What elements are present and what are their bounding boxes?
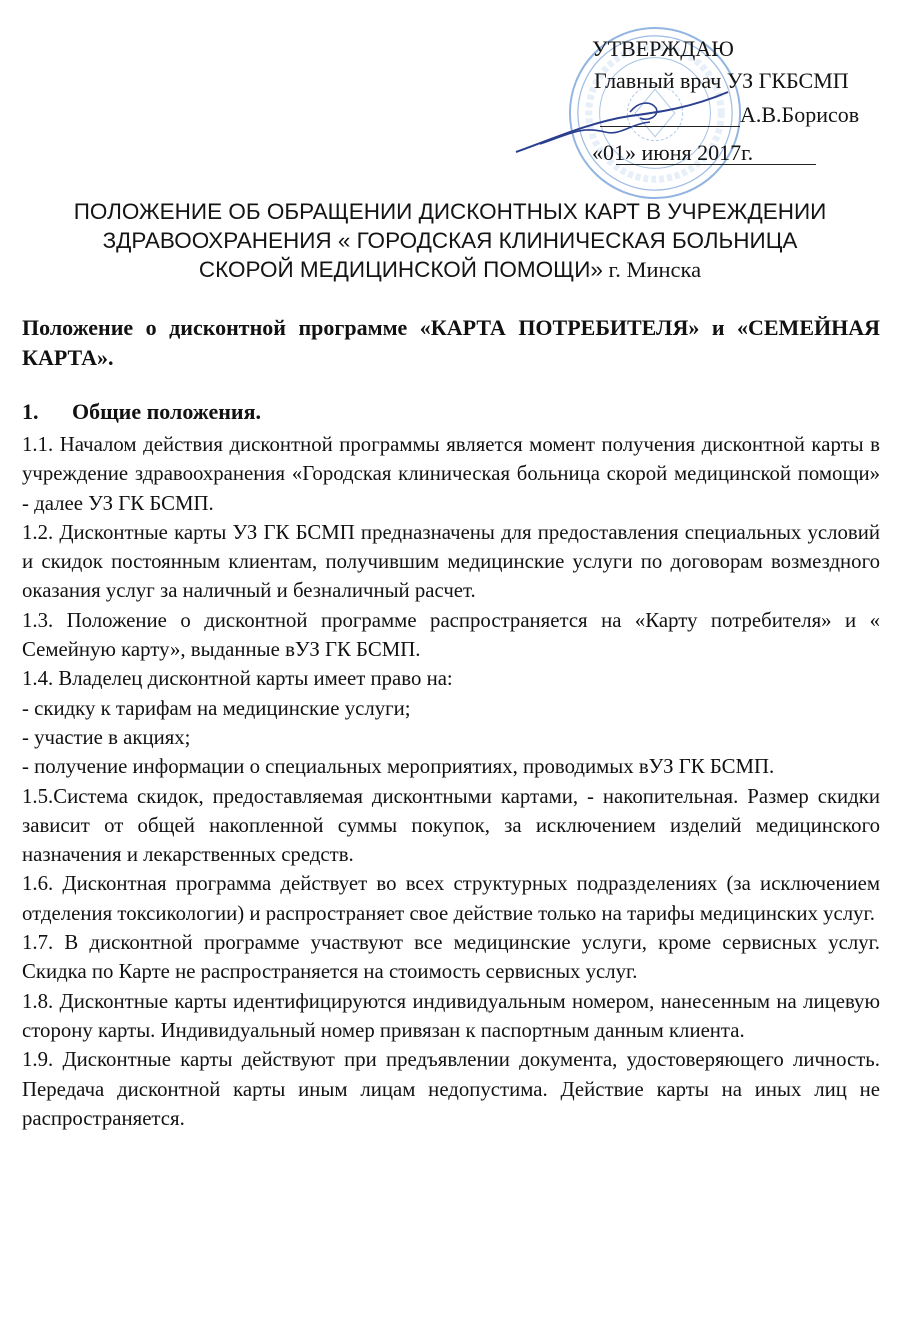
title-line-1: ПОЛОЖЕНИЕ ОБ ОБРАЩЕНИИ ДИСКОНТНЫХ КАРТ В УЧРЕЖДЕНИИ — [73, 199, 827, 224]
paragraph: 1.3. Положение о дисконтной программе распространяется на «Карту потребителя» и « Семейную карту», выданные вУЗ ГК БСМП. — [22, 608, 880, 662]
title-line-3-city: г. Минска — [602, 257, 702, 282]
section-heading — [22, 398, 880, 426]
paragraph: 1.8. Дисконтные карты идентифицируются индивидуальным номером, нанесенным на лицевую сторону карты. Индивидуальный номер привязан к паспортным данным клиента. — [22, 989, 880, 1042]
section-number: 1. — [22, 399, 39, 424]
paragraph: 1.4. Владелец дисконтной карты имеет право на: — [22, 667, 453, 691]
title-line-3 — [20, 255, 880, 284]
paragraph: 1.7. В дисконтной программе участвуют все медицинские услуги, кроме сервисных услуг. Скидка по Карте не распространяется на стоимость сервисных услуг. — [22, 931, 880, 984]
approver-position: Главный врач УЗ ГКБСМП — [594, 68, 849, 93]
title-line-3-main: СКОРОЙ МЕДИЦИНСКОЙ ПОМОЩИ» — [198, 257, 603, 282]
approval-date: «01» июня 2017г. — [592, 140, 754, 165]
approver-name: А.В.Борисов — [740, 102, 860, 127]
approve-label: УТВЕРЖДАЮ — [592, 36, 734, 61]
paragraph: 1.6. Дисконтная программа действует во всех структурных подразделениях (за исключением отделения токсикологии) и распространяет свое действие только на тарифы медицинских услуг. — [22, 872, 880, 925]
title-line-2: ЗДРАВООХРАНЕНИЯ « ГОРОДСКАЯ КЛИНИЧЕСКАЯ БОЛЬНИЦА — [102, 228, 798, 253]
list-item: - участие в акциях; — [22, 725, 191, 749]
handwritten-signature-icon — [510, 82, 740, 162]
document-title — [20, 197, 880, 284]
paragraph: 1.1. Началом действия дисконтной программы является момент получения дисконтной карты в учреждение здравоохранения «Городская клиническая больница скорой медицинской помощи» - далее УЗ ГК БСМП. — [22, 433, 880, 515]
paragraph: 1.2. Дисконтные карты УЗ ГК БСМП предназначены для предоставления специальных условий и скидок постоянным клиентам, получившим медицинские услуги по договорам возмездного оказания услуг за наличный и безналичный расчет. — [22, 520, 880, 603]
paragraph: 1.5.Система скидок, предоставляемая дисконтными картами, - накопительная. Размер скидки зависит от общей накопленной суммы покупок, за исключением изделий медицинского назначения и лекарственных средств. — [22, 784, 880, 867]
section-title: Общие положения. — [72, 399, 261, 424]
regulation-heading: Положение о дисконтной программе «КАРТА ПОТРЕБИТЕЛЯ» и «СЕМЕЙНАЯ КАРТА». — [22, 315, 880, 370]
list-item: - скидку к тарифам на медицинские услуги; — [22, 696, 411, 720]
list-item: - получение информации о специальных мероприятиях, проводимых вУЗ ГК БСМП. — [22, 755, 775, 779]
paragraph: 1.9. Дисконтные карты действуют при предъявлении документа, удостоверяющего личность. Передача дисконтной карты иным лицам недопустима. Действие карты на иных лиц не распространяется. — [22, 1048, 880, 1130]
document-body — [22, 430, 880, 1133]
approval-block — [520, 28, 890, 188]
date-line — [616, 164, 816, 165]
